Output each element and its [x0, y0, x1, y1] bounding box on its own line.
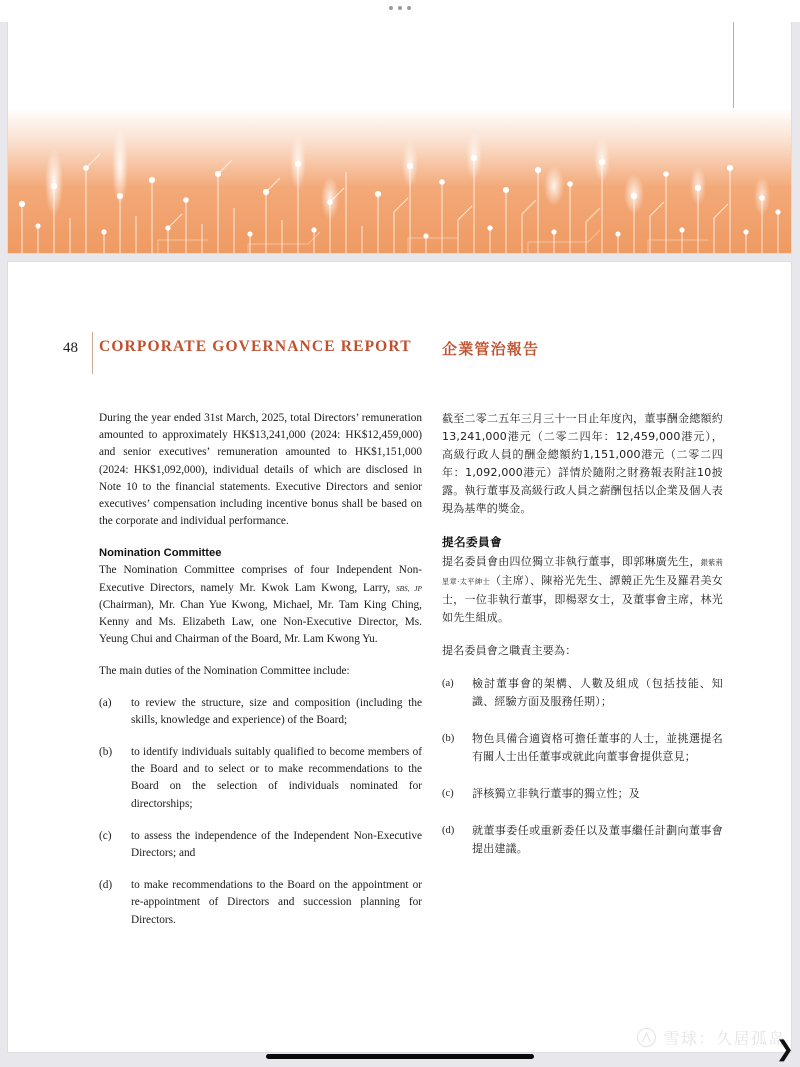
- page-title-english: CORPORATE GOVERNANCE REPORT: [99, 338, 412, 355]
- nomination-committee-heading-zh: 提名委員會: [442, 535, 502, 549]
- english-text-column: [99, 410, 422, 944]
- duties-intro-zh: 提名委員會之職責主要為：: [442, 644, 577, 657]
- list-marker: (b): [99, 746, 113, 759]
- nomination-body-part2-zh: （主席）、陳裕光先生、譚競正先生及羅君美女士，一位非執行董事，即楊翠女士，及董事會主席，林光如先生組成。: [442, 574, 724, 624]
- list-marker: (c): [442, 788, 454, 799]
- list-text: to identify individuals suitably qualified to become members of the Board and to select or to make recommendations to the Board on the selection of individuals nominated for directorships;: [131, 746, 422, 810]
- list-text: 物色具備合適資格可擔任董事的人士，並挑選提名有關人士出任董事或就此向董事會提供意見；: [472, 732, 723, 763]
- list-item: [99, 877, 422, 929]
- list-marker: (b): [442, 733, 455, 744]
- page-number: 48: [63, 340, 78, 356]
- duties-intro-en: The main duties of the Nomination Committee include:: [99, 665, 350, 678]
- watermark: [637, 1026, 786, 1049]
- xueqiu-logo-icon: [637, 1028, 656, 1047]
- nomination-committee-body-en: [99, 562, 422, 648]
- honorific-zh: 銀紫荊星章‧太平紳士: [442, 558, 723, 586]
- page-title-chinese: 企業管治報告: [442, 340, 540, 358]
- previous-page-panel: [8, 0, 791, 253]
- list-item: [442, 822, 723, 858]
- kebab-menu-icon[interactable]: [389, 6, 411, 10]
- remuneration-paragraph-en: During the year ended 31st March, 2025, total Directors’ remuneration amounted to approximately HK$13,241,000 (2024: HK$12,459,000) and senior executives’ remuneration amounted to HK$1,151,000 (2024: HK$1,092,000), individual details of which are disclosed in Note 10 to the financial statements. Executive Directors and senior executives’ compensation including incentive bonus shall be based on the corporate and individual performance.: [99, 412, 422, 528]
- list-item: [442, 785, 723, 803]
- honorific-en: SBS, JP: [395, 583, 422, 593]
- circuit-banner-decoration: [8, 108, 791, 253]
- list-marker: (d): [442, 825, 455, 836]
- list-item: [442, 675, 723, 711]
- nomination-body-part1-en: The Nomination Committee comprises of four Independent Non-Executive Directors, namely Mr. Kwok Lam Kwong, Larry,: [99, 564, 422, 594]
- nomination-body-part1-zh: 提名委員會由四位獨立非執行董事，即郭琳廣先生，: [442, 555, 701, 568]
- chinese-text-column: [442, 410, 723, 877]
- list-item: [99, 695, 422, 729]
- home-indicator[interactable]: [266, 1054, 534, 1059]
- list-text: 就董事委任或重新委任以及董事繼任計劃向董事會提出建議。: [472, 824, 723, 855]
- handwriting-mark: ❯: [775, 1037, 794, 1062]
- scroll-rail[interactable]: [795, 0, 798, 1067]
- list-item: [99, 744, 422, 813]
- list-marker: (d): [99, 879, 113, 892]
- list-text: to assess the independence of the Independent Non-Executive Directors; and: [131, 829, 422, 860]
- list-text: 評核獨立非執行董事的獨立性；及: [472, 787, 640, 800]
- nomination-committee-body-zh: [442, 553, 723, 627]
- nomination-body-part2-en: (Chairman), Mr. Chan Yue Kwong, Michael, Mr. Tam King Ching, Kenny and Ms. Elizabeth Law, one Non-Executive Director, Ms. Yeung Chui and Chairman of the Board, Mr. Lam Kwong Yu.: [99, 598, 422, 646]
- list-text: 檢討董事會的架構、人數及組成（包括技能、知識、經驗方面及服務任期）；: [472, 677, 723, 708]
- list-item: [99, 828, 422, 862]
- list-text: to make recommendations to the Board on the appointment or re-appointment of Directors and succession planning for Directors.: [131, 879, 422, 926]
- viewer-topbar: [0, 0, 800, 22]
- duties-list-zh: [442, 675, 723, 858]
- current-page-panel: [8, 262, 791, 1052]
- list-marker: (c): [99, 829, 112, 842]
- remuneration-paragraph-zh: 截至二零二五年三月三十一日止年度內，董事酬金總額約13,241,000港元（二零二四年：12,459,000港元），高級行政人員的酬金總額約1,151,000港元（二零二四年：1,092,000港元）詳情於隨附之財務報表附註10披露。執行董事及高級行政人員之薪酬包括以企業及個人表現為基準的獎金。: [442, 412, 723, 515]
- watermark-text: 雪球：久居孤岛: [663, 1029, 786, 1048]
- nomination-committee-heading-en: Nomination Committee: [99, 547, 222, 560]
- list-marker: (a): [442, 678, 454, 689]
- list-marker: (a): [99, 696, 112, 709]
- list-text: to review the structure, size and composition (including the skills, knowledge and experience) of the Board;: [131, 696, 422, 726]
- list-item: [442, 730, 723, 766]
- heading-rule: [92, 332, 93, 374]
- duties-list-en: [99, 695, 422, 929]
